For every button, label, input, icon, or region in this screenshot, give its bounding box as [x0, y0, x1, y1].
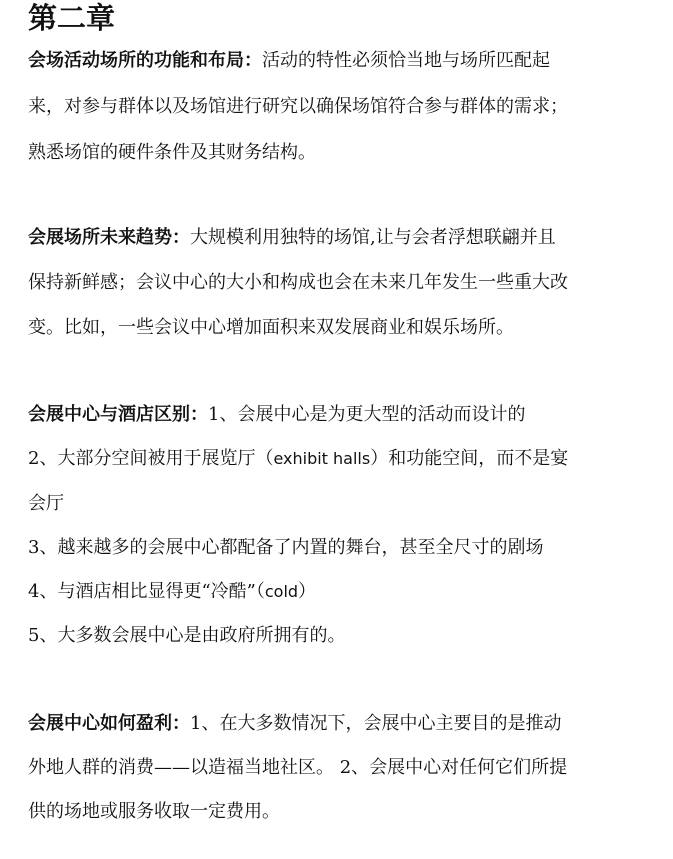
functions-heading: 会场活动场所的功能和布局：	[28, 50, 262, 71]
differences-text-5a: 4、与酒店相比显得更“冷酷”（	[28, 581, 265, 602]
functions-line-1	[28, 48, 550, 74]
differences-line-3: 会厅	[28, 493, 64, 514]
differences-line-4: 3、越来越多的会展中心都配备了内置的舞台，甚至全尺寸的剧场	[28, 537, 544, 558]
differences-text-2a: 2、大部分空间被用于展览厅（	[28, 448, 274, 469]
trends-line-2: 保持新鲜感；会议中心的大小和构成也会在未来几年发生一些重大改	[28, 272, 568, 293]
functions-line-2: 来，对参与群体以及场馆进行研究以确保场馆符合参与群体的需求；	[28, 96, 568, 117]
differences-heading: 会展中心与酒店区别：	[28, 404, 208, 425]
profit-line-3: 供的场地或服务收取一定费用。	[28, 801, 280, 822]
functions-line-3: 熟悉场馆的硬件条件及其财务结构。	[28, 142, 316, 163]
trends-text-1: 大规模利用独特的场馆,让与会者浮想联翩并且	[190, 227, 556, 248]
differences-text-2-en: exhibit halls	[273, 449, 371, 468]
differences-line-6: 5、大多数会展中心是由政府所拥有的。	[28, 625, 346, 646]
trends-line-3: 变。比如，一些会议中心增加面积来双发展商业和娱乐场所。	[28, 317, 514, 338]
trends-heading: 会展场所未来趋势：	[28, 227, 190, 248]
differences-text-2b: ）和功能空间，而不是宴	[370, 448, 569, 469]
trends-line-1	[28, 225, 556, 251]
differences-text-5-en: cold	[264, 582, 299, 601]
functions-text-1: 活动的特性必须恰当地与场所匹配起	[262, 50, 550, 71]
differences-line-2	[28, 446, 568, 472]
profit-line-2: 外地人群的消费——以造福当地社区。 2、会展中心对任何它们所提	[28, 757, 568, 778]
differences-line-1	[28, 402, 525, 428]
profit-text-1: 1、在大多数情况下，会展中心主要目的是推动	[190, 713, 562, 734]
differences-text-1: 1、会展中心是为更大型的活动而设计的	[208, 404, 526, 425]
differences-text-5b: ）	[298, 581, 317, 602]
profit-line-1	[28, 711, 561, 737]
profit-heading: 会展中心如何盈利：	[28, 713, 190, 734]
chapter-title: 第二章	[28, 1, 116, 35]
differences-line-5	[28, 579, 316, 605]
